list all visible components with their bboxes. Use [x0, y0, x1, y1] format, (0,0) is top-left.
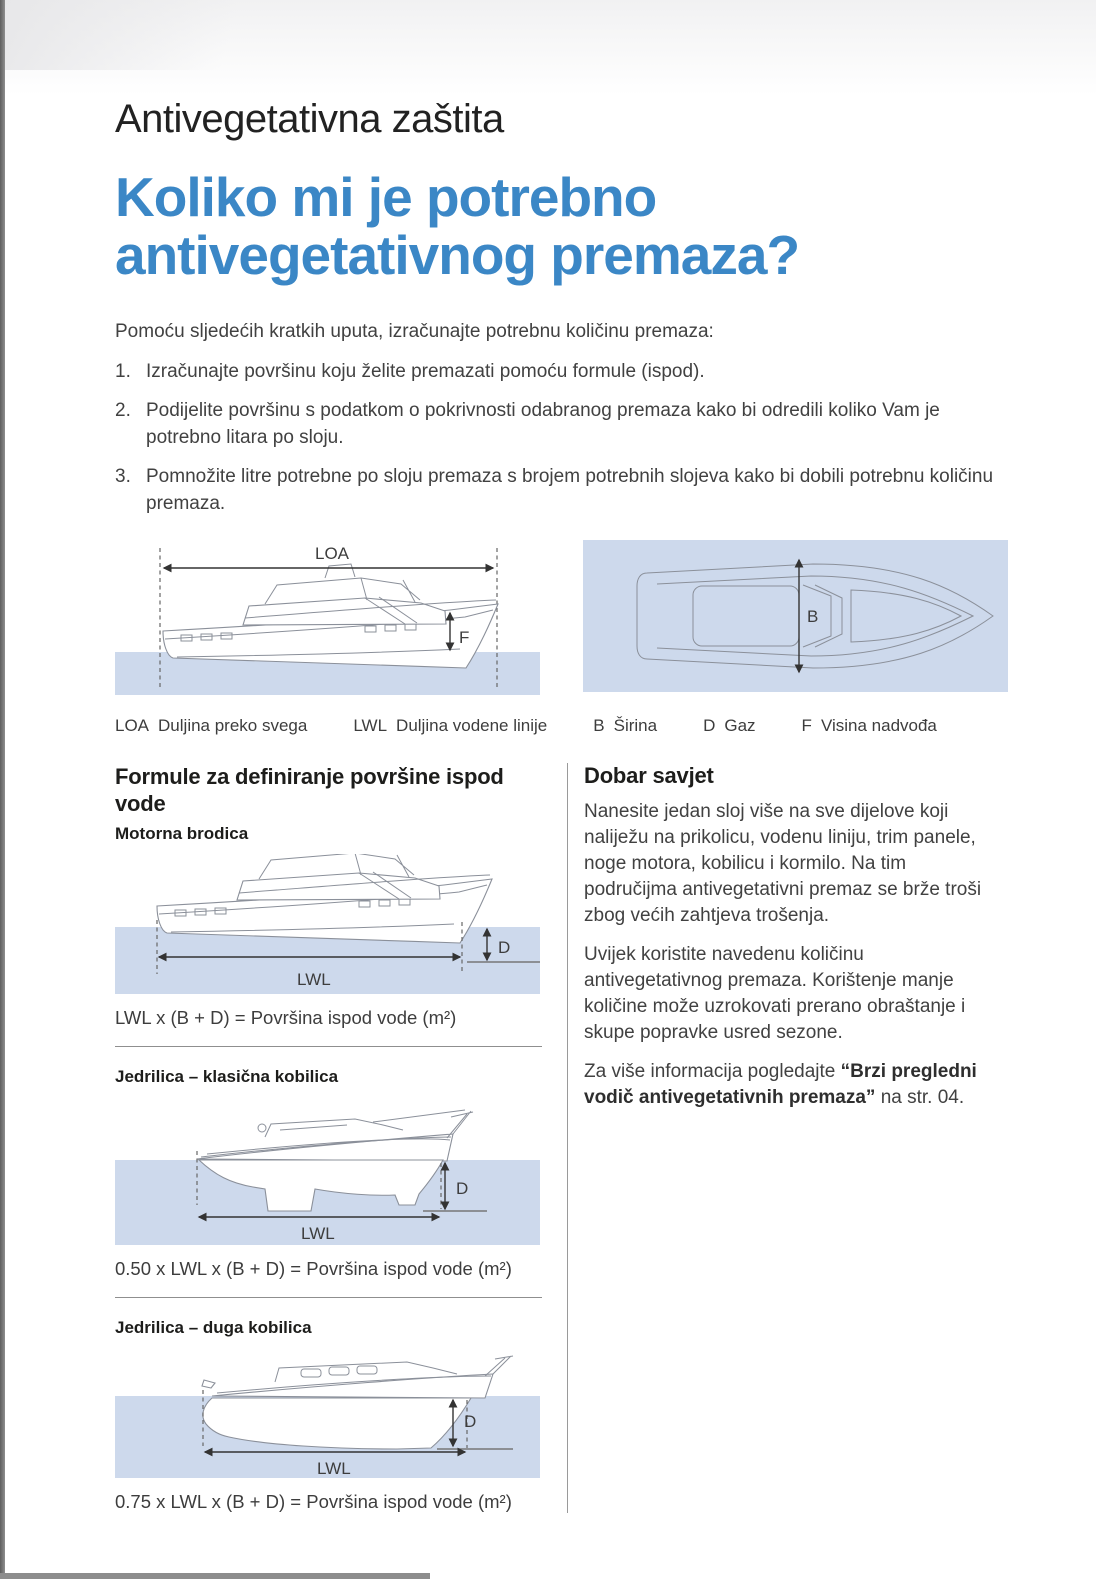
fin-keel-sailboat-diagram — [115, 1097, 540, 1245]
legend-item — [802, 716, 937, 736]
formula-fin-keel: 0.50 x LWL x (B + D) = Površina ispod vode (m²) — [115, 1257, 512, 1279]
advice-paragraph-2: Uvijek koristite navedenu količinu antivegetativnog premaza. Korištenje manje količine može uzrokovati prerano obraštanje i skupe popravke usred sezone. — [584, 943, 966, 1043]
step-number: 3. — [115, 466, 131, 488]
advice-heading: Dobar savjet — [584, 762, 714, 788]
instruction-list — [115, 359, 1010, 518]
list-item — [115, 398, 1010, 451]
motorboat-drawing — [157, 854, 492, 943]
page-bottom-edge — [0, 1573, 430, 1579]
page-title-line1: Koliko mi je potrebno — [115, 166, 657, 228]
formula-long-keel: 0.75 x LWL x (B + D) = Površina ispod vode (m²) — [115, 1490, 512, 1512]
section-title-fin-keel: Jedrilica – klasična kobilica — [115, 1066, 339, 1086]
step-number: 2. — [115, 400, 131, 422]
legend-abbr: B — [593, 715, 605, 735]
formulas-heading: Formule za definiranje površine ispod vode — [115, 763, 504, 816]
advice-paragraph-3-prefix: Za više informacija pogledajte — [584, 1060, 841, 1082]
lwl-label: LWL — [297, 969, 331, 989]
advice-paragraph-3 — [584, 1059, 1004, 1111]
boat-side-view-diagram — [115, 540, 540, 695]
d-label: D — [464, 1411, 477, 1431]
section-divider — [115, 1046, 542, 1047]
d-label: D — [498, 937, 511, 957]
cabin-window — [357, 1366, 377, 1374]
porthole — [258, 1124, 266, 1132]
legend-abbr: D — [703, 715, 716, 735]
legend-label: Gaz — [724, 715, 756, 735]
cabin-window — [301, 1369, 321, 1377]
advice-paragraph-1: Nanesite jedan sloj više na sve dijelove koji naliježu na prikolicu, vodenu liniju, trim panele, noge motora, kobilicu i kormilo. Na tim područijma antivegetativni premaz se brže troši zbog većih zahtjeva trošenja. — [584, 800, 982, 926]
legend-abbr: LOA — [115, 715, 150, 735]
sailboat-hull — [212, 1374, 493, 1398]
legend-abbr: F — [801, 715, 812, 735]
motorboat-drawing — [163, 564, 498, 668]
section-title-motorboat: Motorna brodica — [115, 823, 249, 843]
page-title-line2: antivegetativnog premaza? — [115, 224, 800, 287]
page-title — [115, 168, 1010, 285]
cabin-outline — [265, 1119, 403, 1137]
section-title-long-keel: Jedrilica – duga kobilica — [115, 1317, 312, 1337]
stern-railing — [485, 1356, 513, 1376]
legend-item — [703, 716, 755, 736]
d-label: D — [456, 1178, 469, 1198]
list-item — [115, 464, 1010, 517]
bow-fitting — [202, 1380, 215, 1388]
two-column-section — [115, 763, 1010, 1513]
step-text: Podijelite površinu s podatkom o pokrivnosti odabranog premaza kako bi odredili koliko Vam je potrebno litara po sloju. — [146, 400, 940, 448]
cabin-window — [329, 1367, 349, 1375]
list-item — [115, 359, 1010, 386]
step-text: Pomnožite litre potrebne po sloju premaza s brojem potrebnih slojeva kako bi dobili potrebnu količinu premaza. — [146, 466, 994, 514]
long-keel-sailboat-diagram — [115, 1348, 540, 1478]
water-background — [583, 540, 1008, 692]
dimension-diagrams — [115, 540, 1010, 695]
loa-label: LOA — [315, 543, 350, 563]
legend-item — [115, 716, 307, 736]
legend-label: Visina nadvođa — [820, 715, 937, 735]
step-number: 1. — [115, 360, 131, 382]
advice-column — [567, 763, 1010, 1513]
legend-item — [593, 716, 657, 736]
legend-label: Duljina preko svega — [158, 715, 308, 735]
f-label: F — [459, 627, 470, 647]
b-label: B — [807, 606, 819, 626]
lwl-label: LWL — [317, 1458, 351, 1478]
stern-railing — [373, 1110, 473, 1138]
formulas-column — [115, 763, 542, 1513]
guide-reference: “Brzi pregledni vodič antivegetativnih premaza” — [584, 1060, 977, 1108]
section-divider — [115, 1297, 542, 1298]
boat-top-view-diagram — [583, 540, 1008, 692]
legend-label: Duljina vodene linije — [396, 715, 548, 735]
step-text: Izračunajte površinu koju želite premazati pomoću formule (ispod). — [146, 360, 705, 382]
legend-label: Širina — [613, 715, 658, 735]
lwl-label: LWL — [301, 1223, 335, 1243]
advice-paragraph-3-suffix: na str. 04. — [875, 1086, 965, 1108]
section-eyebrow: Antivegetativna zaštita — [115, 97, 504, 141]
motorboat-formula-diagram — [115, 854, 540, 994]
legend-item — [353, 716, 547, 736]
intro-text: Pomoću sljedećih kratkih uputa, izračunajte potrebnu količinu premaza: — [115, 320, 714, 342]
formula-motorboat: LWL x (B + D) = Površina ispod vode (m²) — [115, 1006, 457, 1028]
abbreviation-legend — [115, 716, 1010, 736]
legend-abbr: LWL — [353, 715, 388, 735]
